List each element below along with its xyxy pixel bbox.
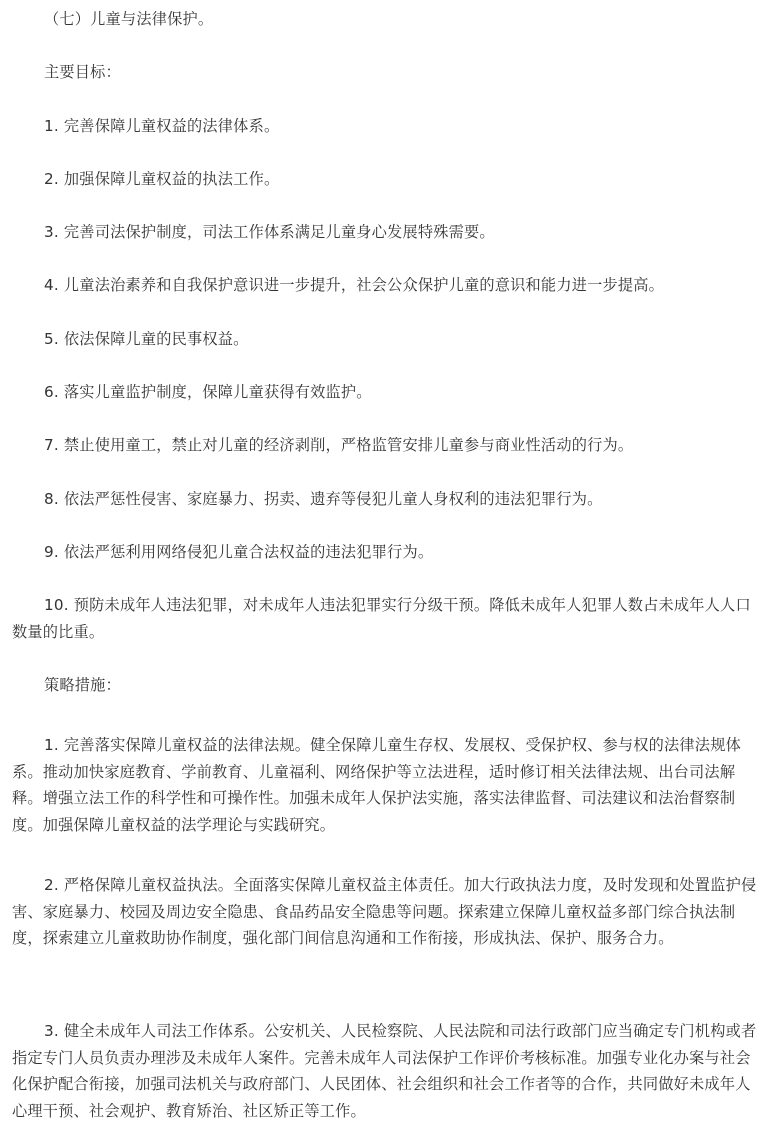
goal-item: 2. 加强保障儿童权益的执法工作。 <box>44 170 280 188</box>
goal-item: 6. 落实儿童监护制度，保障儿童获得有效监护。 <box>44 383 372 401</box>
goal-item: 9. 依法严惩利用网络侵犯儿童合法权益的违法犯罪行为。 <box>44 543 434 561</box>
goal-item: 4. 儿童法治素养和自我保护意识进一步提升，社会公众保护儿童的意识和能力进一步提高。 <box>44 276 665 294</box>
goal-item: 1. 完善保障儿童权益的法律体系。 <box>44 117 280 135</box>
goals-heading: 主要目标： <box>44 63 121 81</box>
goal-item: 10. 预防未成年人违法犯罪，对未成年人违法犯罪实行分级干预。降低未成年人犯罪人数占未成年人人口数量的比重。 <box>12 596 751 641</box>
measures-heading: 策略措施： <box>44 676 121 694</box>
goal-item: 8. 依法严惩性侵害、家庭暴力、拐卖、遗弃等侵犯儿童人身权利的违法犯罪行为。 <box>44 490 603 508</box>
measure-item: 2. 严格保障儿童权益执法。全面落实保障儿童权益主体责任。加大行政执法力度，及时发现和处置监护侵害、家庭暴力、校园及周边安全隐患、食品药品安全隐患等问题。探索建立保障儿童权益多部门综合执法制度，探索建立儿童救助协作制度，强化部门间信息沟通和工作衔接，形成执法、保护、服务合力。 <box>12 876 757 947</box>
section-title: （七）儿童与法律保护。 <box>44 10 214 28</box>
goal-item: 7. 禁止使用童工，禁止对儿童的经济剥削，严格监管安排儿童参与商业性活动的行为。 <box>44 436 634 454</box>
goal-item: 3. 完善司法保护制度，司法工作体系满足儿童身心发展特殊需要。 <box>44 223 495 241</box>
goal-item: 5. 依法保障儿童的民事权益。 <box>44 330 249 348</box>
measure-item: 3. 健全未成年人司法工作体系。公安机关、人民检察院、人民法院和司法行政部门应当确定专门机构或者指定专门人员负责办理涉及未成年人案件。完善未成年人司法保护工作评价考核标准。加强专业化办案与社会化保护配合衔接，加强司法机关与政府部门、人民团体、社会组织和社会工作者等的合作，共同做好未成年人心理干预、社会观护、教育矫治、社区矫正等工作。 <box>12 1022 757 1120</box>
measure-item: 1. 完善落实保障儿童权益的法律法规。健全保障儿童生存权、发展权、受保护权、参与权的法律法规体系。推动加快家庭教育、学前教育、儿童福利、网络保护等立法进程，适时修订相关法律法规、出台司法解释。增强立法工作的科学性和可操作性。加强未成年人保护法实施，落实法律监督、司法建议和法治督察制度。加强保障儿童权益的法学理论与实践研究。 <box>12 736 741 834</box>
